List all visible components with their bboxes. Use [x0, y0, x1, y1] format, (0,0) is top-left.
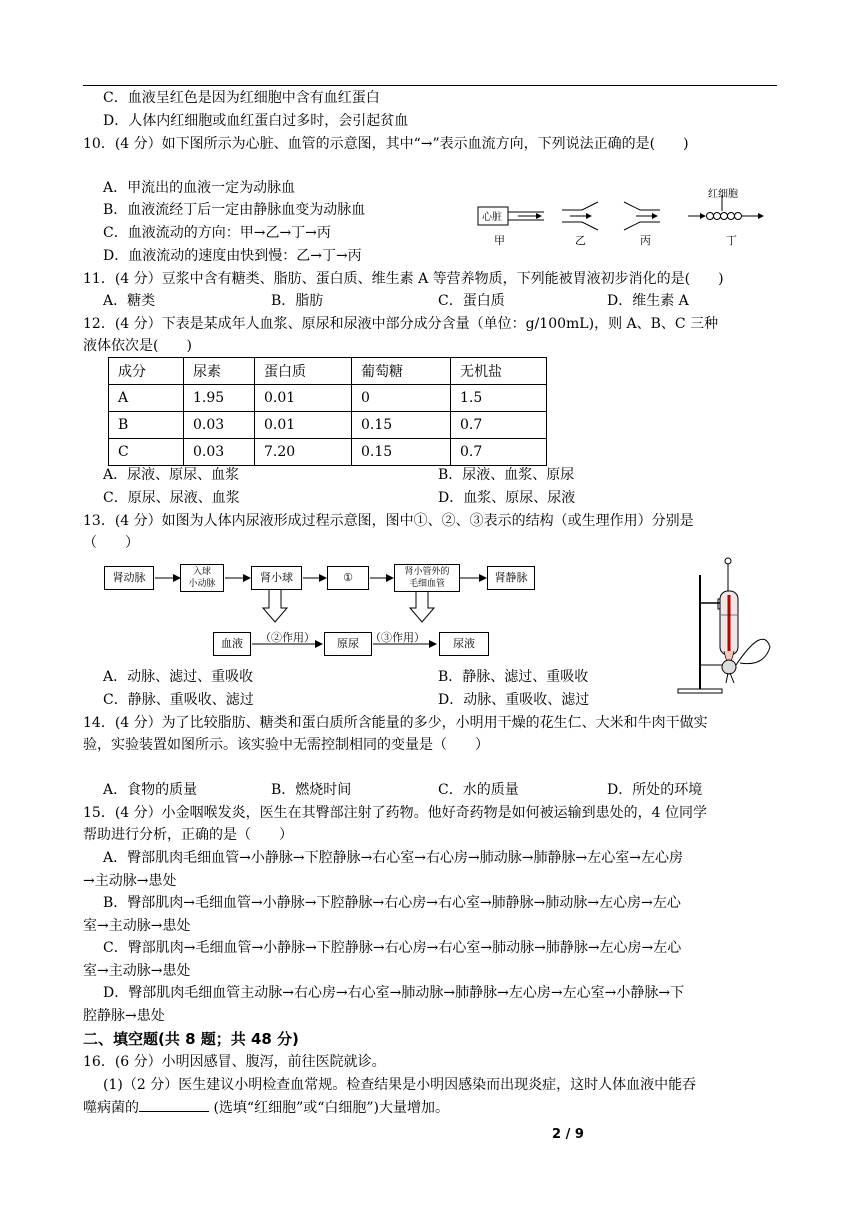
answer-blank[interactable]	[139, 1097, 209, 1112]
question-16: 16．(6 分）小明因感冒、腹泻，前往医院就诊。	[83, 1054, 386, 1070]
option-d: D．所处的环境	[607, 782, 703, 798]
option-a: A．食物的质量	[103, 782, 198, 798]
table-cell: 0.15	[352, 412, 451, 439]
option-a: A．尿液、原尿、血浆	[103, 467, 240, 483]
table-cell: 0.7	[451, 412, 547, 439]
question-16-part-1: (1)（2 分）医生建议小明检查血常规。检查结果是小明因感染而出现炎症，这时人体血液中能吞	[103, 1077, 697, 1093]
box-urine: 尿液	[439, 632, 489, 656]
box-renal-vein: 肾静脉	[487, 566, 535, 590]
option-b: B．燃烧时间	[271, 782, 352, 798]
table-cell: B	[109, 412, 184, 439]
table-header: 葡萄糖	[352, 358, 451, 385]
question-12: 12．(4 分）下表是某成年人血浆、原尿和尿液中部分成分含量（单位：g/100mL)，则 A、B、C 三种	[83, 316, 719, 332]
table-header: 蛋白质	[255, 358, 352, 385]
question-14-cont: 验，实验装置如图所示。该实验中无需控制相同的变量是（ ）	[83, 737, 489, 753]
option-text: C．血液呈红色是因为红细胞中含有血红蛋白	[103, 90, 380, 106]
q16-text-a: 噬病菌的	[83, 1100, 139, 1116]
option-b: B．静脉、滤过、重吸收	[438, 669, 589, 685]
box-primary-urine: 原尿	[324, 632, 372, 656]
option-c: C．静脉、重吸收、滤过	[103, 692, 254, 708]
box-afferent	[180, 564, 224, 592]
q16-text-b: (选填“红细胞”或“白细胞”)大量增加。	[209, 1100, 450, 1116]
label-yi: 乙	[575, 234, 586, 247]
box-blood: 血液	[213, 632, 251, 656]
option-text: B．血液流经丁后一定由静脉血变为动脉血	[103, 202, 366, 218]
option-d: D．臀部肌肉毛细血管主动脉→右心房→右心室→肺动脉→肺静脉→左心房→左心室→小静脉→下	[103, 985, 685, 1001]
option-a: A．动脉、滤过、重吸收	[103, 669, 254, 685]
question-13-cont: （ ）	[83, 535, 139, 551]
header-rule	[83, 85, 777, 86]
option-b: B．尿液、血浆、原尿	[438, 467, 575, 483]
box-glomerulus: 肾小球	[251, 566, 302, 590]
table-cell: 7.20	[255, 439, 352, 466]
rbc-label: 红细胞	[708, 189, 738, 200]
question-15-cont: 帮助进行分析，正确的是（ ）	[83, 827, 293, 843]
table-cell: 0.15	[352, 439, 451, 466]
table-row	[109, 385, 547, 412]
option-text: A．甲流出的血液一定为动脉血	[103, 180, 296, 196]
question-13: 13．(4 分）如图为人体内尿液形成过程示意图，图中①、②、③表示的结构（或生理作用）分别是	[83, 513, 694, 529]
option-a: A．臀部肌肉毛细血管→小静脉→下腔静脉→右心室→右心房→肺动脉→肺静脉→左心室→左心房	[103, 850, 683, 866]
peritubular-line2: 毛细血管	[408, 579, 445, 589]
box-peritubular	[394, 564, 460, 592]
afferent-line1: 入球	[192, 567, 211, 577]
option-c-cont: 室→主动脉→患处	[83, 963, 191, 979]
label-bing: 丙	[640, 234, 651, 247]
box-renal-artery: 肾动脉	[104, 566, 154, 590]
section-heading: 二、填空题(共 8 题；共 48 分)	[83, 1030, 299, 1048]
table-header: 尿素	[184, 358, 255, 385]
table-header: 成分	[109, 358, 184, 385]
option-d-cont: 腔静脉→患处	[83, 1008, 165, 1024]
action-3-label: （③作用）	[370, 631, 425, 644]
action-2-label: （②作用）	[260, 631, 315, 644]
table-cell: C	[109, 439, 184, 466]
question-11: 11．(4 分）豆浆中含有糖类、脂肪、蛋白质、维生素 A 等营养物质，下列能被胃液初步消化的是( )	[83, 271, 724, 287]
option-text: D．人体内红细胞或血红蛋白过多时，会引起贫血	[103, 113, 409, 129]
table-row	[109, 412, 547, 439]
option-text: C．血液流动的方向：甲→乙→丁→丙	[103, 225, 331, 241]
option-d: D．血浆、原尿、尿液	[438, 490, 576, 506]
option-c: C．原尿、尿液、血浆	[103, 490, 240, 506]
option-d: D．维生素 A	[607, 293, 689, 309]
table-row	[109, 439, 547, 466]
question-15: 15．(4 分）小金咽喉发炎，医生在其臀部注射了药物。他好奇药物是如何被运输到患处的，4 位同学	[83, 805, 707, 821]
table-cell: 0	[352, 385, 451, 412]
label-ding: 丁	[726, 234, 737, 247]
option-b: B．脂肪	[271, 293, 324, 309]
table-cell: 0.01	[255, 412, 352, 439]
table-cell: A	[109, 385, 184, 412]
page-number: 2 / 9	[552, 1127, 584, 1142]
composition-table	[108, 357, 547, 466]
table-cell: 0.01	[255, 385, 352, 412]
afferent-line2: 小动脉	[188, 579, 216, 589]
burning-food-apparatus-figure	[668, 555, 783, 700]
table-cell: 1.5	[451, 385, 547, 412]
option-c: C．臀部肌肉→毛细血管→小静脉→下腔静脉→右心房→右心室→肺动脉→肺静脉→左心房→左心	[103, 940, 682, 956]
option-text: D．血液流动的速度由快到慢：乙→丁→丙	[103, 248, 362, 264]
option-d: D．动脉、重吸收、滤过	[438, 692, 590, 708]
table-cell: 0.03	[184, 439, 255, 466]
question-16-part-1-cont	[83, 1097, 449, 1118]
option-c: C．蛋白质	[438, 293, 505, 309]
table-cell: 0.03	[184, 412, 255, 439]
question-14: 14．(4 分）为了比较脂肪、糖类和蛋白质所含能量的多少，小明用干燥的花生仁、大米和牛肉干做实	[83, 715, 708, 731]
question-12-cont: 液体依次是( )	[83, 338, 192, 354]
option-a-cont: →主动脉→患处	[83, 873, 177, 889]
option-a: A．糖类	[103, 293, 156, 309]
option-b: B．臀部肌肉→毛细血管→小静脉→下腔静脉→右心房→右心室→肺静脉→肺动脉→左心房→左心	[103, 895, 681, 911]
option-b-cont: 室→主动脉→患处	[83, 918, 191, 934]
option-c: C．水的质量	[438, 782, 519, 798]
label-jia: 甲	[494, 234, 505, 247]
table-cell: 1.95	[184, 385, 255, 412]
heart-label: 心脏	[482, 212, 502, 223]
box-circle-1: ①	[327, 566, 369, 590]
question-10: 10．(4 分）如下图所示为心脏、血管的示意图，其中“→”表示血流方向，下列说法正确的是( )	[83, 136, 689, 152]
table-cell: 0.7	[451, 439, 547, 466]
table-header-row	[109, 358, 547, 385]
table-header: 无机盐	[451, 358, 547, 385]
peritubular-line1: 肾小管外的	[404, 567, 450, 577]
